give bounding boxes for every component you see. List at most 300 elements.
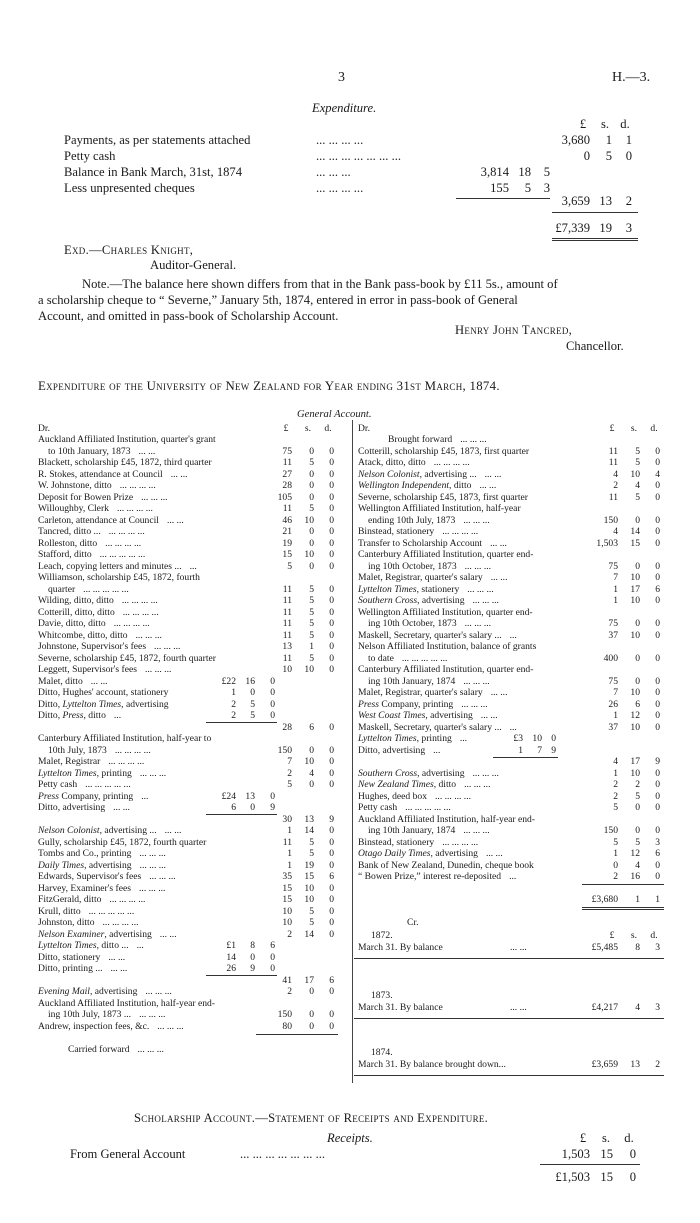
left-entry-dots: ... ... ...: [144, 664, 172, 675]
left-entry-label: Willoughby, Clerk: [38, 503, 109, 514]
left-entry-subamount-pence: 0: [270, 675, 275, 687]
right-entry-amount-pounds: 2: [613, 871, 618, 882]
right-double-rule: [582, 907, 664, 910]
left-entry-label: Stafford, ditto: [38, 549, 92, 560]
left-entry-amount-pounds: 11: [282, 503, 292, 514]
left-entry-subamount-shillings: 0: [250, 951, 255, 963]
right-entry-amount-shillings: 10: [630, 721, 640, 733]
cr-entry-amount-pounds: £4,217: [591, 1002, 618, 1013]
left-entry-amount-pence: 0: [329, 917, 334, 928]
right-entry-amount-shillings: 1: [635, 894, 640, 905]
left-entry-amount-pence: 0: [329, 445, 334, 457]
right-entry-label: Transfer to Scholarship Account: [358, 537, 483, 549]
right-entry-dots: ... ... ...: [463, 825, 490, 836]
right-entry-amount-shillings: 10: [630, 595, 640, 606]
right-entry-amount-pence: 0: [655, 802, 660, 813]
right-entry-amount-pence: 0: [655, 767, 660, 779]
right-entry-amount-pounds: 2: [613, 790, 618, 802]
exp-row-amount-shillings: 1: [605, 133, 612, 147]
left-entry-dots: ... ... ...: [145, 986, 172, 997]
left-entry-amount-shillings: 14: [304, 825, 314, 836]
exp-col-head: d.: [620, 117, 630, 131]
left-entry-amount-pounds: 10: [282, 905, 292, 917]
left-entry-label: Gully, scholarship £45, 1872, fourth quarter: [38, 836, 207, 848]
left-entry-label: Rolleston, ditto: [38, 537, 98, 549]
receipts-heading: Receipts.: [327, 1131, 373, 1145]
left-entry-amount-pence: 0: [329, 721, 334, 733]
exp-row-mid-pounds: 3,814: [480, 165, 509, 179]
left-entry-subamount-pounds: £1: [226, 940, 236, 951]
right-entry-label: Hughes, deed box: [358, 790, 428, 802]
left-entry-amount-pence: 0: [329, 836, 334, 848]
right-entry-dots: ... ... ...: [467, 583, 494, 595]
left-entry-label: Davie, ditto, ditto: [38, 618, 106, 629]
left-entry-amount-pounds: 28: [282, 721, 292, 733]
left-entry-label: Leggett, Supervisor's fees: [38, 664, 137, 675]
left-entry-amount-shillings: 5: [309, 917, 314, 928]
cr-entry-amount-pence: 3: [655, 942, 660, 953]
right-entry-amount-shillings: 5: [635, 836, 640, 848]
right-entry-amount-pounds: 26: [608, 698, 618, 710]
left-entry-label: Williamson, scholarship £45, 1872, fourth: [38, 572, 200, 583]
schol-col-head: £: [579, 1131, 587, 1145]
left-entry-amount-pounds: 2: [287, 928, 292, 940]
right-entry-label: Bank of New Zealand, Dunedin, cheque book: [358, 859, 534, 871]
right-entry-amount-pounds: 5: [613, 802, 618, 813]
right-entry-amount-pounds: 1: [613, 848, 618, 859]
left-entry-amount-shillings: 10: [304, 549, 314, 560]
right-entry-amount-pence: 6: [655, 848, 660, 859]
left-entry-label: Carried forward: [68, 1043, 130, 1055]
right-entry-label: Lyttelton Times, stationery: [358, 583, 460, 595]
left-entry-label: Auckland Affiliated Institution, quarter's grant: [38, 434, 216, 445]
exp-total-pounds: £7,339: [555, 221, 590, 235]
left-entry-amount-pence: 0: [329, 905, 334, 917]
left-entry-amount-pence: 0: [329, 583, 334, 595]
left-entry-amount-shillings: 0: [309, 480, 314, 491]
left-entry-amount-shillings: 0: [309, 468, 314, 480]
left-entry-amount-pence: 0: [329, 1020, 334, 1032]
left-entry-subamount-shillings: 13: [245, 790, 255, 802]
left-entry-label: Leach, copying letters and minutes ...: [38, 560, 182, 572]
right-entry-amount-shillings: 0: [635, 802, 640, 813]
right-entry-amount-pence: 0: [655, 572, 660, 583]
schol-total-pounds: £1,503: [555, 1170, 590, 1184]
right-entry-amount-pounds: 1,503: [596, 537, 618, 549]
left-entry-dots: ... ... ...: [154, 641, 181, 652]
left-entry-dots: ... ... ... ...: [102, 917, 139, 928]
left-entry-subamount-pence: 0: [270, 963, 275, 974]
right-entry-amount-pounds: 400: [603, 652, 618, 664]
left-entry-amount-pounds: 11: [282, 629, 292, 641]
left-col-head: d.: [324, 423, 332, 434]
right-col-head: £: [609, 423, 615, 434]
left-entry-subamount-shillings: 16: [245, 675, 255, 687]
left-entry-label: Lyttelton Times, ditto ...: [38, 940, 129, 951]
right-dr-label: Dr.: [358, 423, 370, 434]
right-entry-dots: ...: [509, 871, 517, 882]
right-entry-label: Press Company, printing: [358, 698, 454, 710]
left-entry-amount-shillings: 0: [309, 560, 314, 572]
exp-row-amount-pounds: 3,680: [561, 133, 590, 147]
signer-title: Chancellor.: [566, 339, 624, 353]
right-entry-dots: ... ... ... ...: [433, 457, 470, 468]
right-entry-amount-pounds: 75: [608, 618, 618, 629]
right-entry-label: Wellington Affiliated Institution, half-year: [358, 503, 521, 514]
left-entry-dots: ... ...: [164, 825, 182, 836]
left-entry-label: Whitcombe, ditto, ditto: [38, 629, 128, 641]
left-entry-amount-shillings: 0: [309, 537, 314, 549]
right-entry-amount-pounds: 11: [608, 457, 618, 468]
right-entry-amount-pounds: 150: [603, 825, 618, 836]
left-entry-amount-pence: 0: [329, 1009, 334, 1020]
left-entry-label: ing 10th July, 1873 ...: [48, 1009, 132, 1020]
schol-row-amount-pence: 0: [629, 1147, 636, 1161]
left-entry-dots: ... ... ...: [157, 1020, 184, 1032]
note-line-2: a scholarship cheque to “ Severne,” January 5th, 1874, entered in error in pass-book of General: [38, 293, 518, 307]
main-title: Expenditure of the University of New Zealand for Year ending 31st March, 1874.: [38, 379, 500, 393]
left-entry-amount-shillings: 5: [309, 583, 314, 595]
left-entry-amount-shillings: 0: [309, 1020, 314, 1032]
left-entry-amount-pounds: 150: [277, 1009, 292, 1020]
right-entry-amount-pounds: 37: [608, 721, 618, 733]
right-subtotal-rule: [493, 757, 558, 758]
left-entry-amount-pence: 0: [329, 641, 334, 652]
left-entry-subamount-pence: 0: [270, 698, 275, 710]
exp-row-dots: ... ... ...: [316, 165, 351, 179]
left-entry-amount-shillings: 5: [309, 595, 314, 606]
right-entry-subamount-shillings: 7: [537, 744, 542, 756]
right-entry-amount-pence: 0: [655, 629, 660, 641]
left-entry-dots: ... ... ...: [139, 1009, 166, 1020]
right-entry-label: Brought forward: [388, 434, 453, 445]
left-entry-label: Auckland Affiliated Institution, half-year end-: [38, 997, 215, 1009]
right-entry-dots: ... ... ... ...: [442, 526, 479, 537]
right-entry-subamount-pence: 0: [551, 733, 556, 744]
right-entry-subamount-shillings: 10: [532, 733, 542, 744]
right-entry-amount-pence: 0: [655, 445, 660, 457]
schol-total-shillings: 15: [600, 1170, 613, 1184]
left-entry-amount-pounds: 1: [287, 825, 292, 836]
schol-rule: [540, 1164, 640, 1165]
left-entry-label: FitzGerald, ditto: [38, 894, 102, 905]
left-entry-subamount-pounds: 2: [231, 710, 236, 721]
right-entry-label: Southern Cross, advertising: [358, 595, 465, 606]
left-entry-amount-shillings: 0: [309, 526, 314, 537]
left-entry-label: Ditto, Lyttelton Times, advertising: [38, 698, 169, 710]
left-entry-amount-pounds: 11: [282, 836, 292, 848]
right-entry-amount-pence: 0: [655, 871, 660, 882]
left-entry-label: Ditto, Press, ditto: [38, 710, 106, 721]
left-entry-amount-pence: 0: [329, 549, 334, 560]
right-entry-label: Wellington Affiliated Institution, quarter end-: [358, 606, 533, 618]
right-entry-amount-shillings: 0: [635, 560, 640, 572]
left-entry-amount-pence: 0: [329, 468, 334, 480]
document-ref: H.—3.: [612, 70, 651, 85]
left-entry-amount-pence: 0: [329, 859, 334, 871]
left-entry-subamount-shillings: 5: [250, 698, 255, 710]
exp-row-label: Payments, as per statements attached: [64, 133, 251, 147]
right-entry-dots: ... ... ...: [464, 560, 492, 572]
left-entry-amount-pence: 6: [329, 871, 334, 882]
exp-net-pence: 2: [625, 194, 632, 208]
left-entry-amount-pounds: 11: [282, 606, 292, 618]
left-entry-label: Tancred, ditto ...: [38, 526, 101, 537]
right-entry-dots: ... ... ...: [464, 618, 492, 629]
expenditure-title: Expenditure.: [312, 101, 377, 115]
left-entry-amount-shillings: 0: [309, 986, 314, 997]
left-entry-subamount-pence: 0: [270, 951, 275, 963]
left-entry-dots: ... ... ... ...: [108, 526, 145, 537]
exp-row-amount-shillings: 5: [605, 149, 612, 163]
right-entry-amount-pounds: 4: [613, 468, 618, 480]
right-entry-label: Petty cash: [358, 802, 398, 813]
left-entry-amount-pounds: 11: [282, 583, 292, 595]
right-entry-amount-pence: 0: [655, 491, 660, 503]
right-entry-amount-pence: 0: [655, 675, 660, 687]
left-entry-amount-shillings: 6: [309, 721, 314, 733]
left-col-head: £: [283, 423, 289, 434]
left-entry-subamount-shillings: 9: [250, 963, 255, 974]
left-entry-label: Petty cash: [38, 779, 78, 790]
left-entry-subamount-pounds: £24: [221, 790, 236, 802]
left-entry-amount-shillings: 1: [309, 641, 314, 652]
cr-entry-label: March 31. By balance: [358, 942, 443, 953]
left-entry-label: Canterbury Affiliated Institution, half-year to: [38, 733, 212, 744]
left-entry-amount-pounds: 19: [282, 537, 292, 549]
cr-col-head: d.: [650, 930, 658, 941]
left-entry-amount-pence: 0: [329, 629, 334, 641]
right-entry-amount-pence: 0: [655, 618, 660, 629]
right-entry-label: to date: [368, 652, 394, 664]
left-entry-dots: ...: [113, 710, 122, 721]
cr-rule: [354, 958, 664, 959]
left-entry-dots: ... ... ... ... ...: [85, 779, 131, 790]
right-entry-dots: ...: [433, 744, 441, 756]
exp-row-mid-pounds: 155: [490, 181, 509, 195]
right-entry-label: Atack, ditto, ditto: [358, 457, 426, 468]
right-entry-amount-shillings: 5: [635, 491, 640, 503]
left-col-head: s.: [304, 423, 312, 434]
left-entry-dots: ... ... ...: [139, 767, 167, 779]
left-entry-amount-pence: 0: [329, 526, 334, 537]
schol-row-dots: ... ... ... ... ... ... ...: [240, 1147, 326, 1161]
right-entry-dots: ... ... ... ...: [442, 836, 479, 848]
right-entry-amount-shillings: 17: [630, 583, 640, 595]
right-entry-amount-shillings: 15: [630, 537, 640, 549]
left-entry-amount-pounds: 5: [287, 560, 292, 572]
left-entry-amount-pence: 0: [329, 744, 334, 756]
left-entry-amount-shillings: 4: [309, 767, 314, 779]
cr-entry-amount-shillings: 8: [635, 942, 640, 953]
left-entry-amount-pence: 6: [329, 974, 334, 986]
left-entry-label: Johnstone, Supervisor's fees: [38, 641, 147, 652]
left-entry-amount-pence: 0: [329, 480, 334, 491]
left-entry-label: R. Stokes, attendance at Council: [38, 468, 163, 480]
right-entry-label: ending 10th July, 1873: [368, 514, 456, 526]
right-entry-amount-pounds: 4: [613, 756, 618, 767]
right-entry-amount-pence: 0: [655, 825, 660, 836]
right-entry-label: ing 10th January, 1874: [368, 675, 456, 687]
cr-entry-label: March 31. By balance brought down...: [358, 1059, 506, 1070]
cr-entry-dots: ... ...: [510, 1002, 527, 1013]
right-entry-label: Canterbury Affiliated Institution, quarter end-: [358, 664, 534, 675]
exp-row-mid-pence: 3: [543, 181, 550, 195]
left-entry-label: Daily Times, advertising: [38, 859, 132, 871]
left-entry-amount-pounds: 1: [287, 859, 292, 871]
right-entry-dots: ... ...: [485, 848, 503, 859]
cr-entry-amount-pounds: £5,485: [591, 942, 618, 953]
right-entry-label: Wellington Independent, ditto: [358, 480, 472, 491]
right-entry-label: Southern Cross, advertising: [358, 767, 465, 779]
left-entry-amount-pounds: 10: [282, 917, 292, 928]
left-entry-dots: ... ... ... ...: [119, 480, 156, 491]
exp-double-rule: [552, 238, 638, 241]
left-entry-amount-shillings: 10: [304, 882, 314, 894]
schol-row-amount-pounds: 1,503: [561, 1147, 590, 1161]
examined-by: [64, 243, 193, 258]
left-entry-amount-pence: 0: [329, 986, 334, 997]
right-entry-amount-shillings: 10: [630, 468, 640, 480]
note-line-3: Account, and omitted in pass-book of Scholarship Account.: [38, 309, 339, 323]
right-entry-label: Maskell, Secretary, quarter's salary ...: [358, 721, 502, 733]
exp-row-mid-shillings: 18: [518, 165, 531, 179]
left-entry-dots: ...: [141, 790, 149, 802]
page-number: 3: [338, 70, 345, 85]
left-entry-label: Deposit for Bowen Prize: [38, 491, 134, 503]
right-entry-amount-shillings: 10: [630, 687, 640, 698]
right-entry-amount-pence: 3: [655, 836, 660, 848]
left-entry-dots: ... ...: [108, 951, 126, 963]
right-total-rule: [582, 884, 664, 885]
left-entry-label: Ditto, printing ...: [38, 963, 103, 974]
left-entry-label: Edwards, Supervisor's fees: [38, 871, 142, 882]
right-entry-amount-pounds: 1: [613, 710, 618, 721]
left-entry-amount-shillings: 0: [309, 491, 314, 503]
exp-row-dots: ... ... ... ...: [316, 133, 364, 147]
left-entry-amount-shillings: 0: [309, 445, 314, 457]
left-entry-label: Blackett, scholarship £45, 1872, third quarter: [38, 457, 212, 468]
right-entry-amount-shillings: 0: [635, 514, 640, 526]
left-entry-amount-pounds: 80: [282, 1020, 292, 1032]
left-entry-amount-shillings: 17: [304, 974, 314, 986]
right-entry-amount-shillings: 4: [635, 859, 640, 871]
left-entry-subamount-shillings: 5: [250, 710, 255, 721]
left-entry-label: Ditto, stationery: [38, 951, 101, 963]
left-entry-amount-pounds: 15: [282, 549, 292, 560]
left-entry-amount-shillings: 5: [309, 606, 314, 618]
right-entry-amount-pence: 0: [655, 514, 660, 526]
exp-rule: [552, 212, 638, 213]
cr-entry-amount-pence: 3: [655, 1002, 660, 1013]
left-entry-amount-shillings: 19: [304, 859, 314, 871]
schol-col-head: d.: [624, 1131, 634, 1145]
left-entry-label: Malet, ditto: [38, 675, 83, 687]
left-entry-dots: ... ... ... ...: [122, 606, 159, 618]
exp-row-label: Less unpresented cheques: [64, 181, 195, 195]
right-entry-label: Binstead, stationery: [358, 526, 435, 537]
general-account-heading: General Account.: [297, 409, 372, 420]
schol-total-pence: 0: [629, 1170, 636, 1184]
left-entry-amount-pence: 0: [329, 779, 334, 790]
right-entry-amount-pounds: 2: [613, 480, 618, 491]
left-entry-amount-shillings: 5: [309, 848, 314, 859]
right-entry-label: ing 10th January, 1874: [368, 825, 456, 836]
right-entry-dots: ...: [459, 733, 468, 744]
left-entry-amount-shillings: 10: [304, 664, 314, 675]
left-entry-amount-pence: 0: [329, 560, 334, 572]
left-entry-dots: ... ... ...: [139, 848, 166, 859]
schol-row-label: From General Account: [70, 1147, 186, 1161]
right-entry-dots: ... ...: [480, 710, 498, 721]
left-entry-amount-pounds: 11: [282, 618, 292, 629]
left-entry-label: Johnston, ditto: [38, 917, 95, 928]
cr-col-head: s.: [630, 930, 638, 941]
left-entry-subamount-pence: 0: [270, 710, 275, 721]
cr-rule: [354, 1018, 664, 1019]
left-entry-amount-pounds: 41: [282, 974, 292, 986]
exp-col-head: s.: [600, 117, 610, 131]
exp-row-mid-shillings: 5: [524, 181, 531, 195]
right-entry-amount-pence: 0: [655, 779, 660, 790]
right-entry-dots: ... ... ...: [463, 675, 490, 687]
right-entry-label: Malet, Registrar, quarter's salary: [358, 687, 483, 698]
left-entry-dots: ... ...: [166, 514, 184, 526]
left-entry-label: Press Company, printing: [38, 790, 134, 802]
exp-net-shillings: 13: [599, 194, 612, 208]
left-entry-amount-pounds: 11: [282, 595, 292, 606]
schol-row-amount-shillings: 15: [600, 1147, 613, 1161]
right-entry-subamount-pounds: £3: [513, 733, 523, 744]
left-entry-amount-pounds: 30: [282, 813, 292, 825]
right-entry-amount-shillings: 0: [635, 652, 640, 664]
right-entry-amount-shillings: 0: [635, 825, 640, 836]
left-entry-amount-shillings: 5: [309, 457, 314, 468]
exp-row-mid-pence: 5: [543, 165, 550, 179]
right-entry-amount-pounds: 7: [613, 572, 618, 583]
right-entry-amount-shillings: 5: [635, 790, 640, 802]
left-entry-amount-pence: 0: [329, 756, 334, 767]
left-entry-subamount-pounds: 6: [231, 802, 236, 813]
left-entry-label: quarter: [48, 583, 76, 595]
note-line-1: Note.—The balance here shown differs from that in the Bank pass-book by £11 5s., amount of: [82, 277, 558, 291]
left-entry-label: Harvey, Examiner's fees: [38, 882, 132, 894]
right-entry-amount-pence: 0: [655, 560, 660, 572]
cr-entry-dots: ... ...: [510, 942, 527, 953]
right-entry-amount-pounds: 2: [613, 779, 618, 790]
left-entry-dots: ... ... ...: [141, 491, 168, 503]
left-entry-dots: ... ... ... ...: [108, 756, 145, 767]
left-entry-dots: ... ... ...: [139, 882, 166, 894]
left-entry-subamount-pounds: 2: [231, 698, 236, 710]
right-entry-amount-pence: 0: [655, 698, 660, 710]
left-entry-amount-pence: 0: [329, 595, 334, 606]
right-entry-amount-pence: 0: [655, 652, 660, 664]
left-entry-dots: ... ... ... ...: [116, 503, 153, 514]
left-entry-dots: ... ...: [170, 468, 188, 480]
right-entry-amount-pence: 0: [655, 480, 660, 491]
left-entry-amount-pounds: 15: [282, 894, 292, 905]
left-entry-amount-pence: 0: [329, 514, 334, 526]
left-entry-amount-shillings: 5: [309, 503, 314, 514]
right-entry-amount-pence: 0: [655, 595, 660, 606]
left-entry-amount-pence: 0: [329, 767, 334, 779]
right-entry-amount-pounds: 1: [613, 767, 618, 779]
left-entry-amount-pence: 0: [329, 537, 334, 549]
left-entry-amount-shillings: 5: [309, 618, 314, 629]
exp-total-pence: 3: [625, 221, 632, 235]
right-entry-amount-pounds: 150: [603, 514, 618, 526]
